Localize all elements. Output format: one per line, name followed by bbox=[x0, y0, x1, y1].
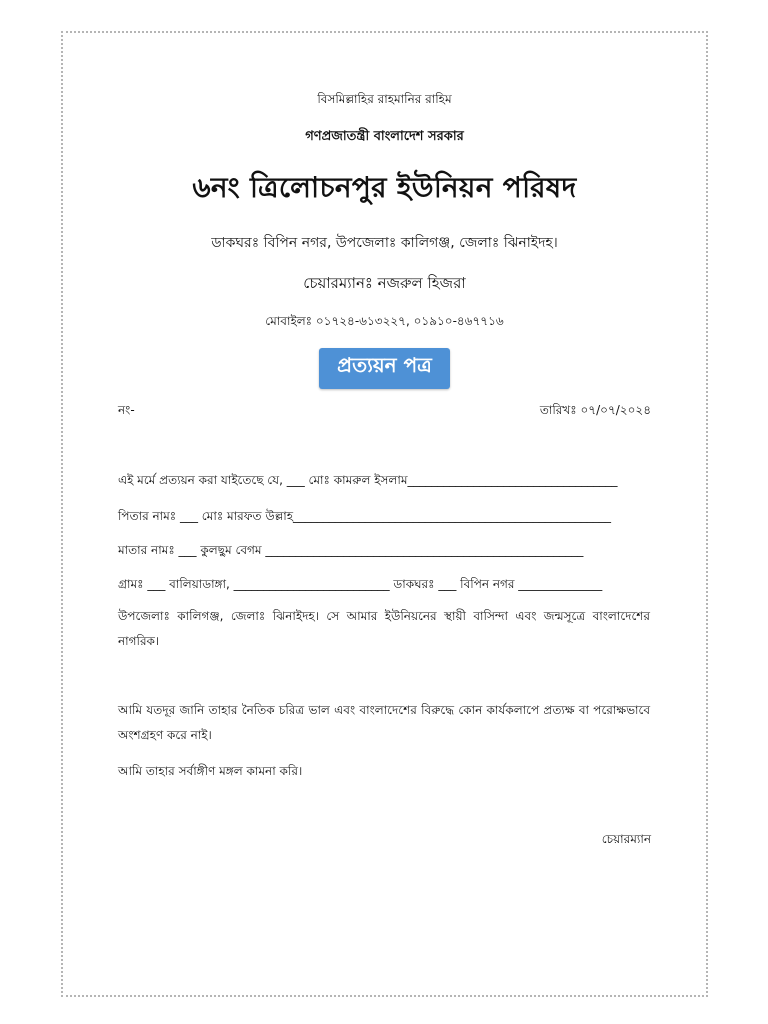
reference-number: নং- bbox=[118, 403, 135, 417]
certificate-title-wrap bbox=[61, 348, 708, 389]
father-name-line: পিতার নামঃ ___ মোঃ মারফত উল্লাহ_____________________________________________________ bbox=[118, 509, 612, 523]
office-address: ডাকঘরঃ বিপিন নগর, উপজেলাঃ কালিগঞ্জ, জেলাঃ ঝিনাইদহ। bbox=[211, 235, 558, 251]
residence-paragraph: উপজেলাঃ কালিগঞ্জ, জেলাঃ ঝিনাইদহ। সে আমার ইউনিয়নের স্থায়ী বাসিন্দা এবং জন্মসূত্রে বাংলাদেশের নাগরিক। bbox=[118, 609, 650, 648]
certificate-title-badge: প্রত্যয়ন পত্র bbox=[319, 348, 450, 389]
chairman-name: চেয়ারম্যানঃ নজরুল হিজরা bbox=[303, 274, 466, 292]
mobile-numbers: মোবাইলঃ ০১৭২৪-৬১৩২২৭, ০১৯১০-৪৬৭৭১৬ bbox=[265, 314, 504, 328]
wish-paragraph: আমি তাহার সর্বাঙ্গীণ মঙ্গল কামনা করি। bbox=[118, 764, 303, 778]
issue-date: তারিখঃ ০৭/০৭/২০২৪ bbox=[539, 403, 651, 417]
government-title: গণপ্রজাতন্ত্রী বাংলাদেশ সরকার bbox=[305, 129, 464, 144]
village-post-line: গ্রামঃ ___ বালিয়াডাঙ্গা, __________________________ ডাকঘরঃ ___ বিপিন নগর ______________ bbox=[118, 577, 603, 591]
mother-name-line: মাতার নামঃ ___ কুলছুম বেগম _____________________________________________________ bbox=[118, 543, 584, 557]
bismillah-text: বিসমিল্লাহির রাহমানির রাহিম bbox=[317, 92, 452, 106]
holder-name-line: এই মর্মে প্রত্যয়ন করা যাইতেছে যে, ___ মোঃ কামরুল ইসলাম___________________________________ bbox=[118, 473, 618, 487]
character-paragraph: আমি যতদূর জানি তাহার নৈতিক চরিত্র ভাল এবং বাংলাদেশের বিরুদ্ধে কোন কার্যকলাপে প্রত্যক্ষ বা পরোক্ষভাবে অংশগ্রহণ করে নাই। bbox=[118, 703, 650, 742]
signature-label: চেয়ারম্যান bbox=[601, 832, 651, 846]
union-council-title: ৬নং ত্রিলোচনপুর ইউনিয়ন পরিষদ bbox=[192, 171, 577, 204]
